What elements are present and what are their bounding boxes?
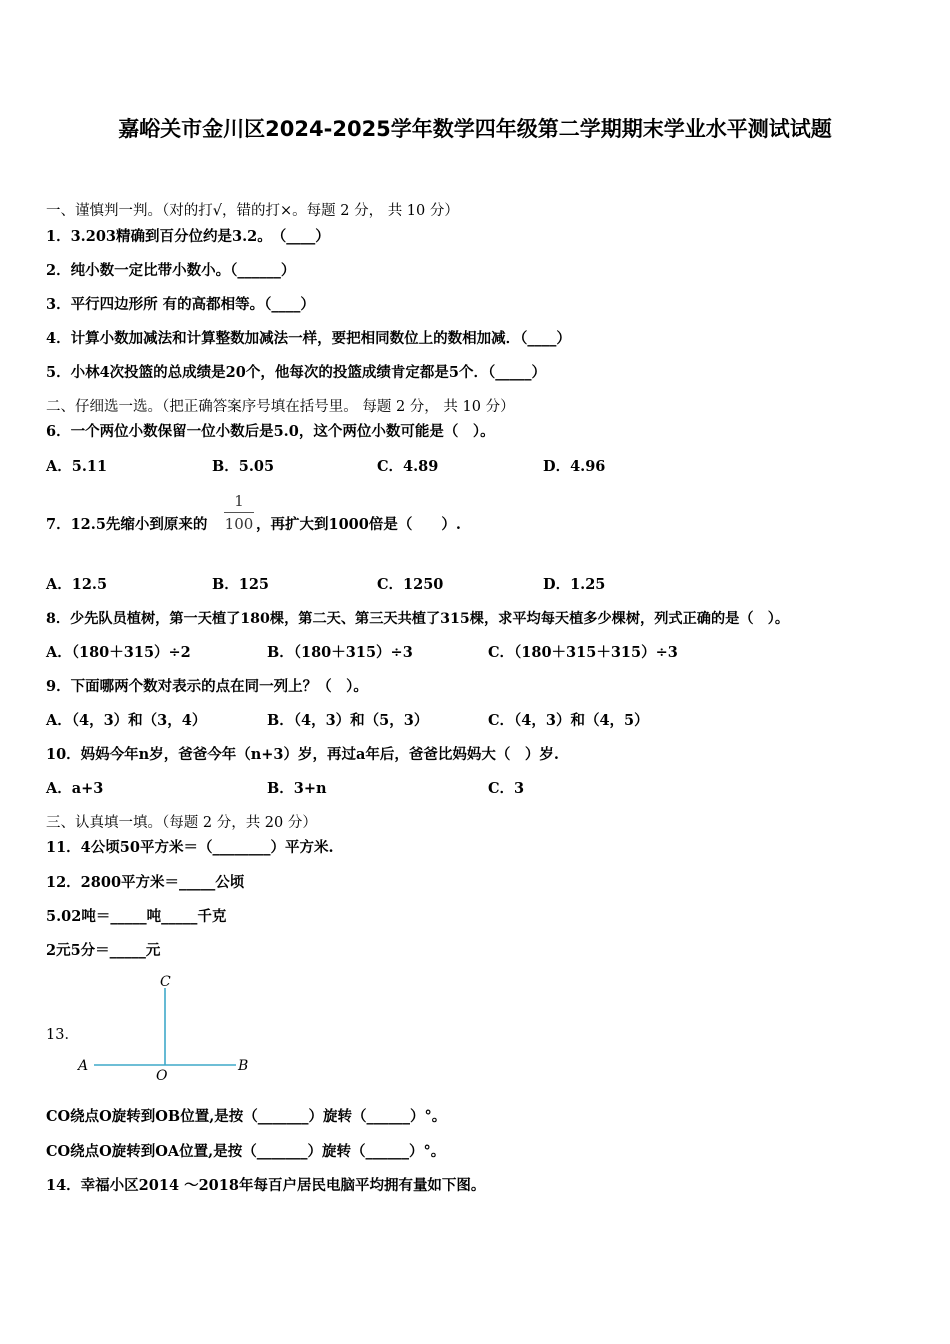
question-10: 10．妈妈今年n岁，爸爸今年（n+3）岁，再过a年后，爸爸比妈妈大（ ）岁. bbox=[46, 746, 559, 763]
question-13-part-2: CO绕点O旋转到OA位置,是按（_______）旋转（______）°。 bbox=[46, 1143, 446, 1160]
label-b: B bbox=[238, 1058, 249, 1074]
question-12-area: 12．2800平方米＝_____公顷 bbox=[46, 874, 245, 891]
q10-option-a: A．a+3 bbox=[46, 780, 104, 797]
question-2: 2．纯小数一定比带小数小。（______） bbox=[46, 262, 296, 279]
q8-option-a: A．（180＋315）÷2 bbox=[46, 644, 191, 661]
section-1-heading: 一、谨慎判一判。（对的打√，错的打×。每题 2 分， 共 10 分） bbox=[46, 203, 459, 219]
label-o: O bbox=[156, 1068, 168, 1084]
q8-option-c: C．（180＋315＋315）÷3 bbox=[488, 644, 678, 661]
angle-figure bbox=[70, 968, 270, 1088]
question-13-number: 13． bbox=[46, 1027, 79, 1043]
q9-option-a: A．（4，3）和（3，4） bbox=[46, 712, 207, 729]
question-3: 3．平行四边形所 有的高都相等。（____） bbox=[46, 296, 315, 313]
question-5: 5．小林4次投篮的总成绩是20个，他每次的投篮成绩肯定都是5个．（_____） bbox=[46, 364, 546, 381]
question-8: 8．少先队员植树，第一天植了180棵，第二天、第三天共植了315棵，求平均每天植多少棵树，列式正确的是（ ）。 bbox=[46, 611, 790, 627]
label-c: C bbox=[160, 974, 171, 990]
q8-option-b: B．（180＋315）÷3 bbox=[267, 644, 413, 661]
q6-option-a: A．5.11 bbox=[46, 458, 108, 475]
question-6: 6．一个两位小数保留一位小数后是5.0，这个两位小数可能是（ ）。 bbox=[46, 423, 495, 440]
q7-option-c: C．1250 bbox=[377, 576, 444, 593]
q6-option-c: C．4.89 bbox=[377, 458, 439, 475]
q7-option-b: B．125 bbox=[212, 576, 270, 593]
question-14: 14．幸福小区2014 ～2018年每百户居民电脑平均拥有量如下图。 bbox=[46, 1177, 486, 1194]
q7-option-d: D．1.25 bbox=[543, 576, 606, 593]
page-title: 嘉峪关市金川区2024-2025学年数学四年级第二学期期末学业水平测试试题 bbox=[118, 117, 832, 141]
question-11: 11．4公顷50平方米＝（________）平方米. bbox=[46, 839, 334, 856]
section-2-heading: 二、仔细选一选。（把正确答案序号填在括号里。 每题 2 分， 共 10 分） bbox=[46, 399, 515, 415]
label-a: A bbox=[78, 1058, 89, 1074]
q7-option-a: A．12.5 bbox=[46, 576, 108, 593]
section-3-heading: 三、认真填一填。（每题 2 分，共 20 分） bbox=[46, 815, 317, 831]
question-4: 4．计算小数加减法和计算整数加减法一样，要把相同数位上的数相加减．（____） bbox=[46, 330, 571, 347]
q9-option-c: C．（4，3）和（4，5） bbox=[488, 712, 649, 729]
q6-option-b: B．5.05 bbox=[212, 458, 275, 475]
q9-option-b: B．（4，3）和（5，3） bbox=[267, 712, 429, 729]
q7-fraction bbox=[222, 490, 256, 535]
question-1: 1．3.203精确到百分位约是3.2。 （____） bbox=[46, 228, 330, 245]
q7-fraction-numerator: 1 bbox=[234, 492, 244, 510]
q7-fraction-denominator: 100 bbox=[224, 515, 254, 533]
question-7-prefix: 7．12.5先缩小到原来的 bbox=[46, 516, 208, 533]
question-9: 9．下面哪两个数对表示的点在同一列上？（ ）。 bbox=[46, 678, 368, 695]
question-7-suffix: ，再扩大到1000倍是（ ）. bbox=[256, 516, 461, 533]
q10-option-c: C．3 bbox=[488, 780, 525, 797]
q6-option-d: D．4.96 bbox=[543, 458, 606, 475]
q10-option-b: B．3+n bbox=[267, 780, 327, 797]
question-12-money: 2元5分＝_____元 bbox=[46, 942, 161, 959]
question-13-part-1: CO绕点O旋转到OB位置,是按（_______）旋转（______）°。 bbox=[46, 1108, 447, 1125]
question-12-weight: 5.02吨＝_____吨_____千克 bbox=[46, 908, 227, 925]
